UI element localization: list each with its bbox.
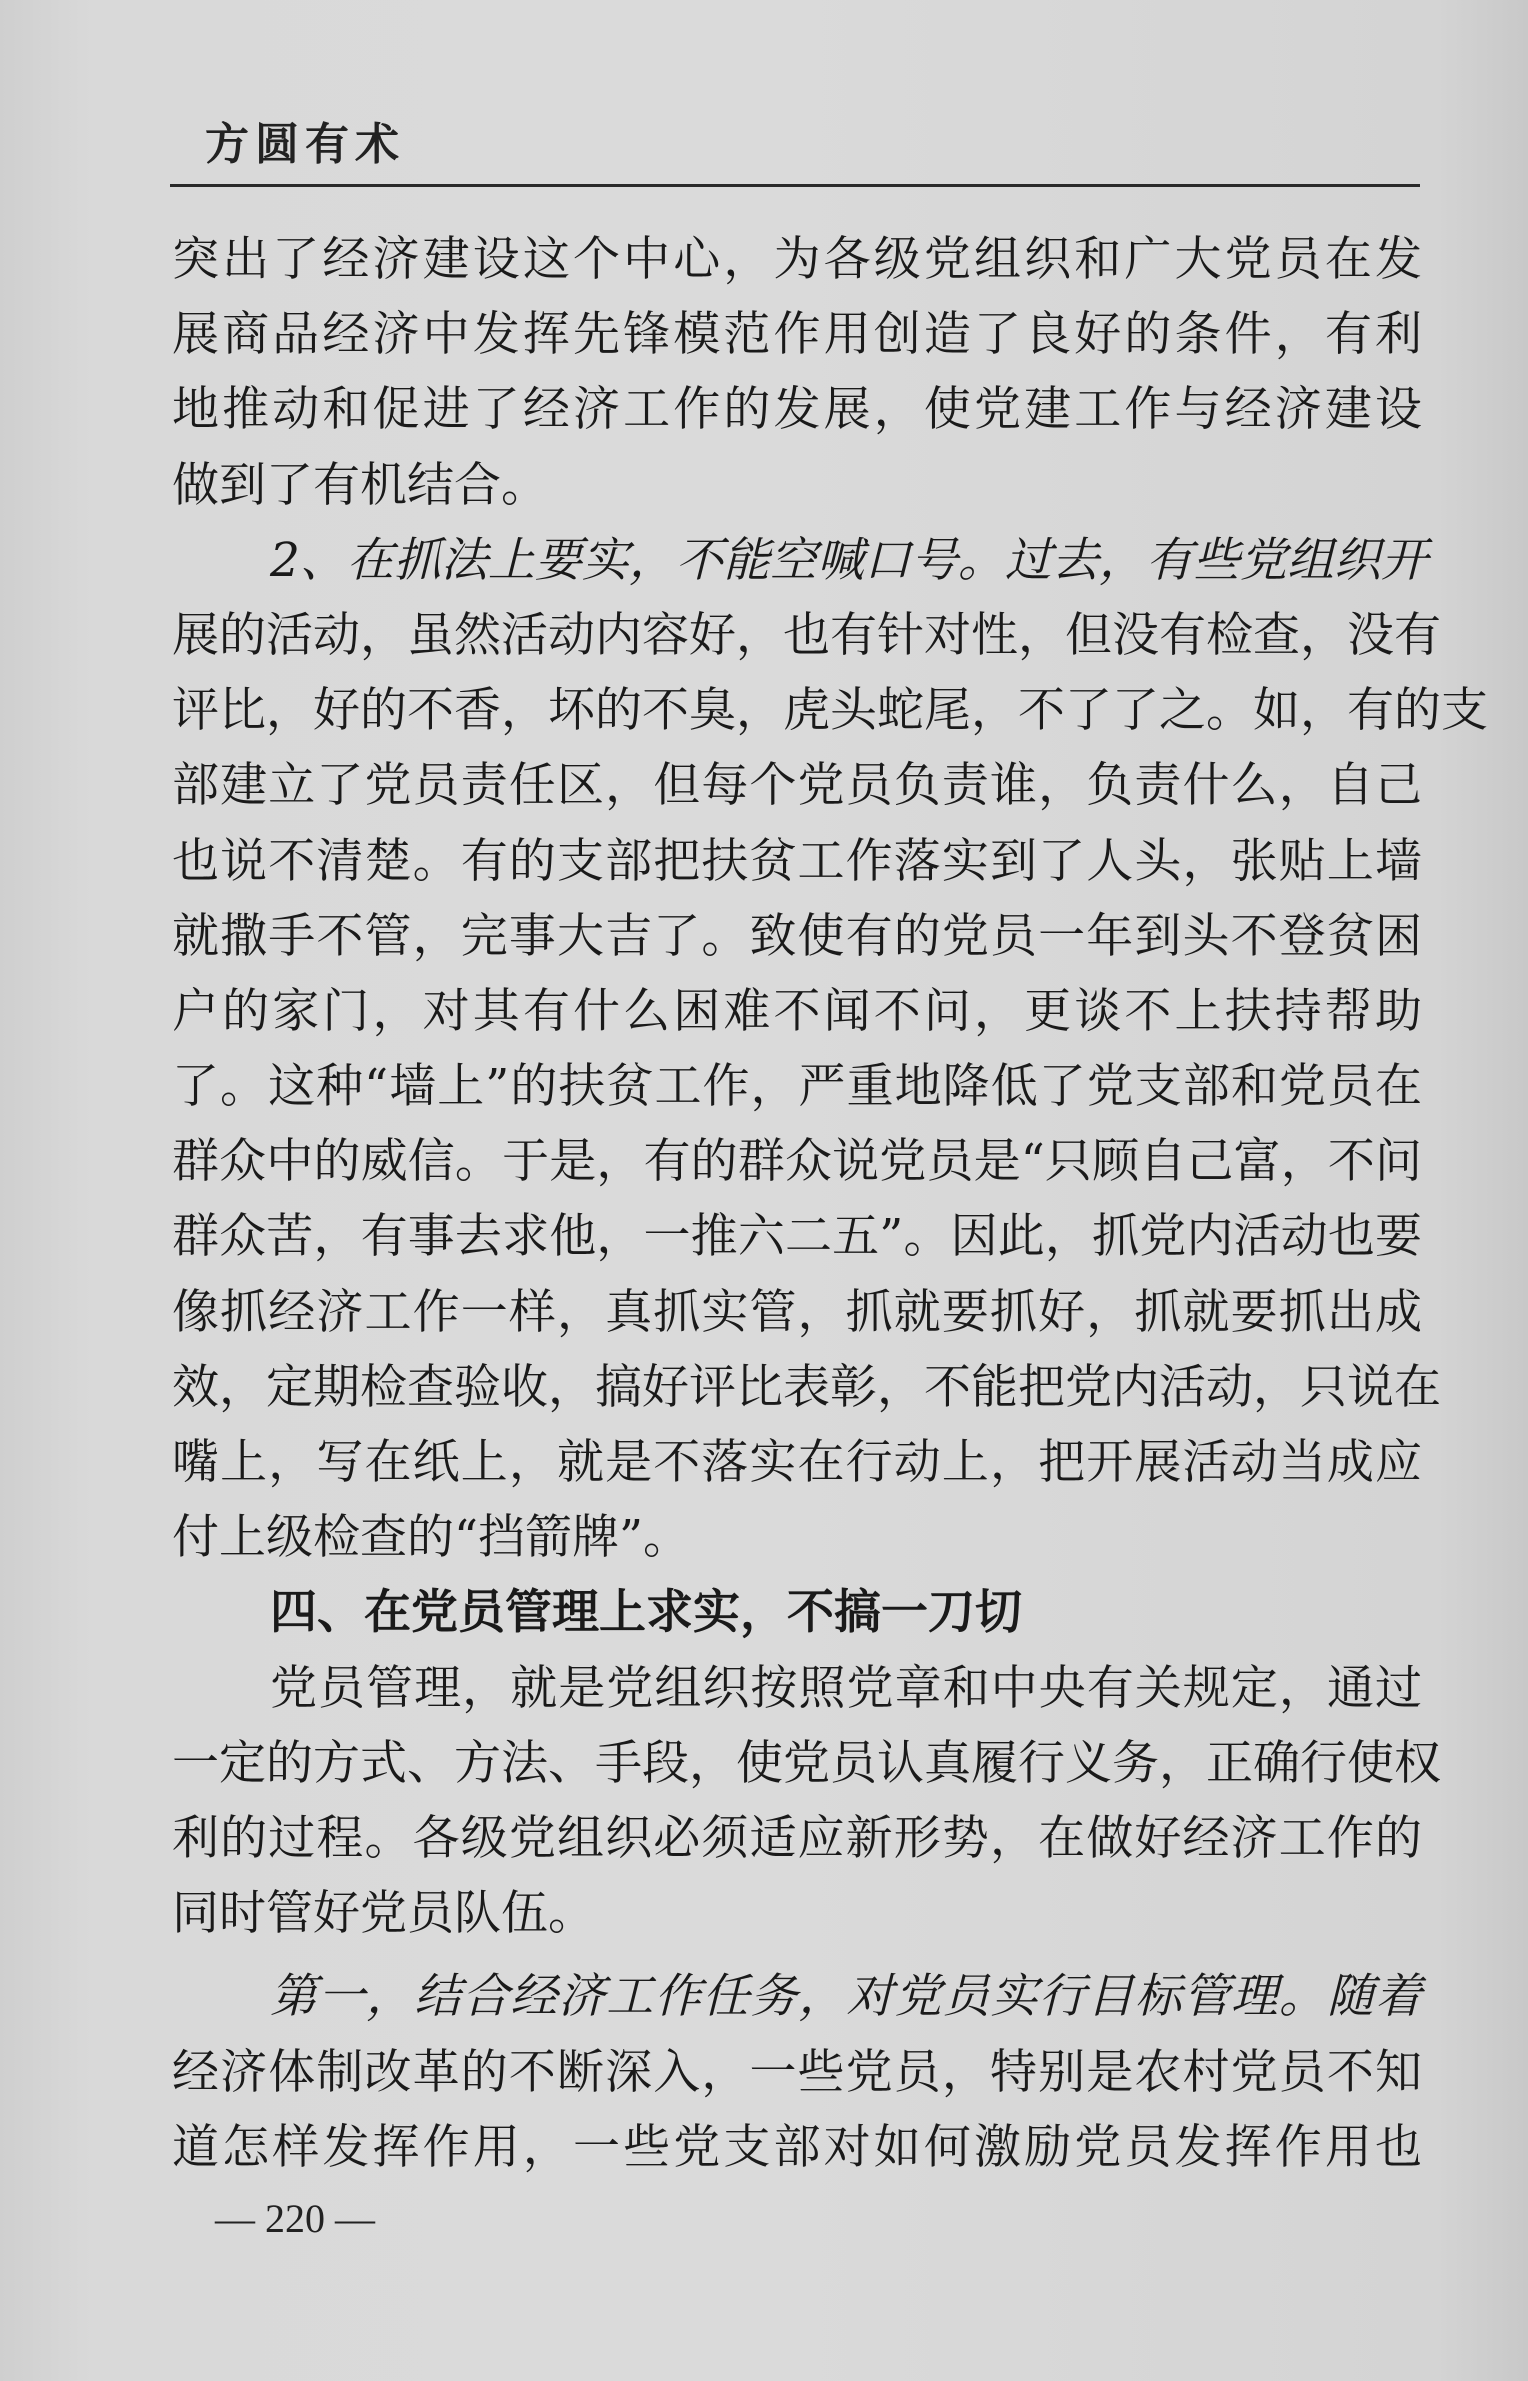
text-line: 做到了有机结合。 [172, 457, 548, 513]
text-line: 部建立了党员责任区，但每个党员负责谁，负责什么，自己 [172, 758, 1422, 814]
page-number: — 220 — [215, 2196, 375, 2241]
text-line: 同时管好党员队伍。 [172, 1886, 595, 1942]
subsection-heading-line: 2、在抓法上要实，不能空喊口号。过去，有些党组织开 [270, 532, 1428, 588]
text-line: 付上级检查的“挡箭牌”。 [172, 1510, 691, 1566]
paragraph-spacer [172, 1951, 1422, 1959]
text-line: 一定的方式、方法、手段，使党员认真履行义务，正确行使权 [172, 1735, 1441, 1791]
text-line: 利的过程。各级党组织必须适应新形势，在做好经济工作的 [172, 1810, 1422, 1866]
text-line: 突出了经济建设这个中心，为各级党组织和广大党员在发 [172, 232, 1422, 287]
text-line: 道怎样发挥作用，一些党支部对如何激励党员发挥作用也 [172, 2119, 1422, 2175]
subsection-heading-line: 第一，结合经济工作任务，对党员实行目标管理。随着 [270, 1969, 1422, 2025]
header-rule [170, 184, 1420, 187]
text-line: 地推动和促进了经济工作的发展，使党建工作与经济建设 [172, 382, 1422, 438]
section-heading: 四、在党员管理上求实，不搞一刀切 [270, 1585, 1022, 1641]
text-line: 嘴上，写在纸上，就是不落实在行动上，把开展活动当成应 [172, 1435, 1422, 1490]
text-line: 经济体制改革的不断深入，一些党员，特别是农村党员不知 [172, 2044, 1422, 2100]
text-line: 展的活动，虽然活动内容好，也有针对性，但没有检查，没有 [172, 607, 1441, 663]
body-text [172, 222, 1488, 2185]
text-line: 展商品经济中发挥先锋模范作用创造了良好的条件，有利 [172, 307, 1422, 363]
text-line: 像抓经济工作一样，真抓实管，抓就要抓好，抓就要抓出成 [172, 1284, 1422, 1340]
text-line: 效，定期检查验收，搞好评比表彰，不能把党内活动，只说在 [172, 1359, 1441, 1415]
text-line: 评比，好的不香，坏的不臭，虎头蛇尾，不了了之。如，有的支 [172, 683, 1488, 739]
running-header-title: 方圆有术 [205, 119, 405, 170]
text-line: 就撒手不管，完事大吉了。致使有的党员一年到头不登贫困 [172, 908, 1422, 964]
text-line: 群众苦，有事去求他，一推六二五”。因此，抓党内活动也要 [172, 1209, 1422, 1265]
text-line: 也说不清楚。有的支部把扶贫工作落实到了人头，张贴上墙 [172, 833, 1422, 889]
text-line: 了。这种“墙上”的扶贫工作，严重地降低了党支部和党员在 [172, 1059, 1422, 1115]
text-line: 群众中的威信。于是，有的群众说党员是“只顾自己富，不问 [172, 1134, 1422, 1190]
text-line: 党员管理，就是党组织按照党章和中央有关规定，通过 [270, 1660, 1422, 1716]
text-line: 户的家门，对其有什么困难不闻不问，更谈不上扶持帮助 [172, 983, 1422, 1039]
